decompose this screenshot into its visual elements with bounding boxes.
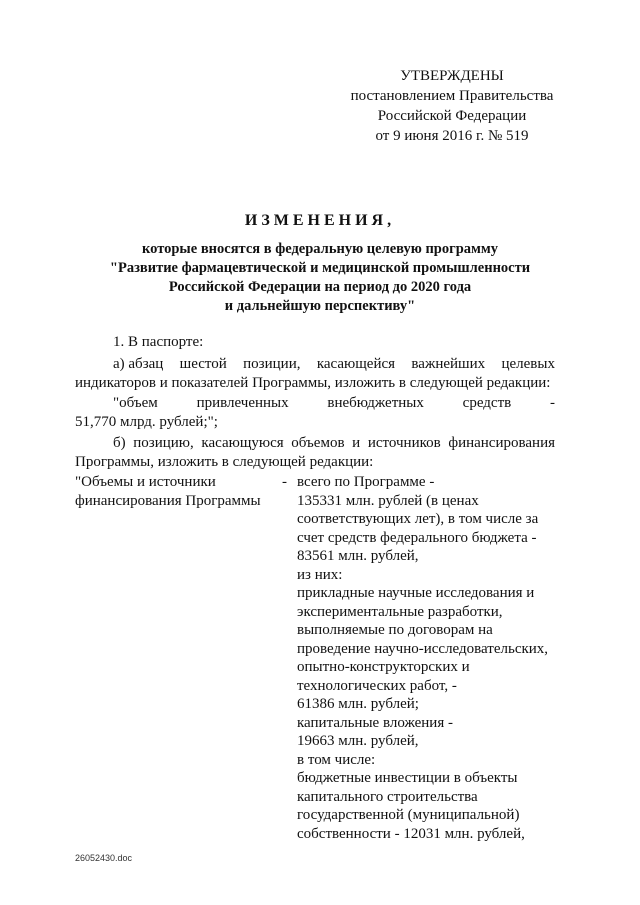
word: привлеченных bbox=[196, 395, 289, 411]
document-title: ИЗМЕНЕНИЯ, bbox=[244, 212, 396, 229]
table-right-line: соответствующих лет), в том числе за bbox=[297, 511, 539, 527]
word: а) абзац bbox=[113, 356, 164, 372]
approved-line-1: постановлением Правительства bbox=[350, 88, 554, 104]
word: внебюджетных bbox=[327, 395, 424, 411]
word: - bbox=[549, 395, 555, 411]
table-right-line: 83561 млн. рублей, bbox=[297, 548, 419, 564]
item-b bbox=[75, 434, 555, 472]
document-subtitle bbox=[60, 240, 580, 316]
quote-line-2: 51,770 млрд. рублей;"; bbox=[75, 414, 218, 430]
table-right-line: выполняемые по договорам на bbox=[297, 622, 493, 638]
item-a-line-2: индикаторов и показателей Программы, изложить в следующей редакции: bbox=[75, 375, 551, 391]
table-right-line: бюджетные инвестиции в объекты bbox=[297, 770, 518, 786]
table-right-line: собственности - 12031 млн. рублей, bbox=[297, 825, 525, 842]
table-right-line: счет средств федерального бюджета - bbox=[297, 529, 537, 546]
word: позиции, bbox=[243, 356, 301, 372]
word: "объем bbox=[113, 395, 158, 411]
table-right-line: проведение научно-исследовательских, bbox=[297, 640, 549, 657]
approved-heading: УТВЕРЖДЕНЫ bbox=[400, 68, 504, 84]
item-b-line-2: Программы, изложить в следующей редакции: bbox=[75, 454, 374, 470]
word: важнейших bbox=[411, 356, 486, 372]
subtitle-line: и дальнейшую перспективу" bbox=[224, 298, 416, 314]
approved-line-3: от 9 июня 2016 г. № 519 bbox=[375, 128, 529, 144]
table-right-line: из них: bbox=[297, 566, 343, 583]
table-right-line: всего по Программе - bbox=[297, 474, 435, 490]
approval-block bbox=[340, 66, 564, 146]
word: шестой bbox=[179, 356, 227, 372]
subtitle-line: которые вносятся в федеральную целевую программу bbox=[141, 241, 499, 257]
table-right-line: государственной (муниципальной) bbox=[297, 807, 520, 823]
item-1: 1. В паспорте: bbox=[113, 334, 204, 350]
table-right-line: 135331 млн. рублей (в ценах bbox=[297, 492, 479, 509]
table-right-line: технологических работ, - bbox=[297, 677, 457, 694]
table-right-line: в том числе: bbox=[297, 751, 376, 768]
table-right-line: прикладные научные исследования и bbox=[297, 585, 535, 601]
table-left-line: "Объемы и источники bbox=[75, 474, 216, 490]
subtitle-line: Российской Федерации на период до 2020 года bbox=[168, 279, 472, 295]
quote-line-1 bbox=[75, 394, 555, 413]
approved-line-2: Российской Федерации bbox=[377, 108, 527, 124]
item-a bbox=[75, 355, 555, 393]
word: касающейся bbox=[316, 356, 396, 372]
table-right-line: опытно-конструкторских и bbox=[297, 659, 470, 675]
table-right-line: капитальные вложения - bbox=[297, 714, 453, 731]
table-right-cell bbox=[297, 473, 557, 843]
table-dash: - bbox=[282, 474, 287, 490]
table-right-line: 61386 млн. рублей; bbox=[297, 696, 419, 712]
subtitle-line: "Развитие фармацевтической и медицинской промышленности bbox=[109, 260, 531, 276]
table-left-line: финансирования Программы bbox=[75, 492, 261, 509]
word: целевых bbox=[501, 356, 555, 372]
table-right-line: экспериментальные разработки, bbox=[297, 603, 503, 620]
item-a-line-1 bbox=[75, 355, 555, 374]
file-name: 26052430.doc bbox=[75, 853, 133, 863]
table-left-cell bbox=[75, 473, 265, 510]
table-right-line: капитального строительства bbox=[297, 788, 478, 805]
word: средств bbox=[462, 395, 512, 411]
quote-block bbox=[75, 394, 555, 432]
table-right-line: 19663 млн. рублей, bbox=[297, 733, 419, 749]
item-b-line-1: б) позицию, касающуюся объемов и источников финансирования bbox=[113, 435, 555, 451]
